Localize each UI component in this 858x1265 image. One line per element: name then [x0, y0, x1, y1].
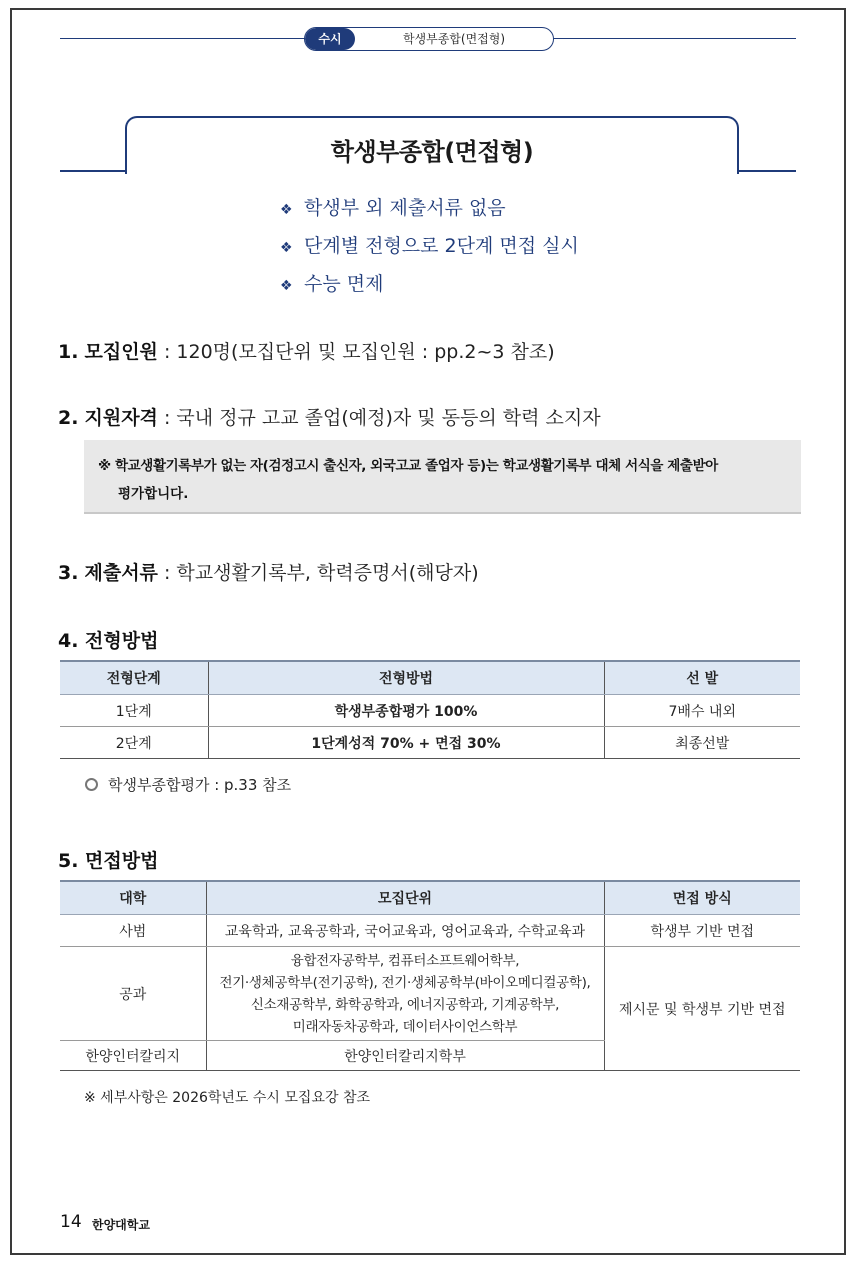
selection-table: [60, 660, 800, 759]
section-heading-selection: 4. 전형방법: [58, 630, 159, 652]
section-heading-interview: 5. 면접방법: [58, 850, 159, 872]
section-text: 120명(모집단위 및 모집인원 : pp.2~3 참조): [176, 341, 555, 363]
title-box: [125, 116, 739, 174]
footnote: ※ 세부사항은 2026학년도 수시 모집요강 참조: [84, 1090, 370, 1106]
page-number: 14: [60, 1212, 82, 1232]
diamond-bullet-icon: ❖: [280, 202, 293, 218]
section-documents: 3. 제출서류 : 학교생활기록부, 학력증명서(해당자): [58, 562, 479, 584]
section-text: 국내 정규 고교 졸업(예정)자 및 동등의 학력 소지자: [176, 407, 601, 429]
table-note: 학생부종합평가 : p.33 참조: [108, 776, 292, 794]
section-label: 모집인원: [84, 341, 158, 363]
interview-table: [60, 880, 800, 1071]
section-eligibility: 2. 지원자격 : 국내 정규 고교 졸업(예정)자 및 동등의 학력 소지자: [58, 407, 601, 429]
highlight-item: ❖ 단계별 전형으로 2단계 면접 실시: [280, 235, 579, 257]
diamond-bullet-icon: ❖: [280, 278, 293, 294]
section-label: 지원자격: [84, 407, 158, 429]
section-text: 학교생활기록부, 학력증명서(해당자): [176, 562, 479, 584]
table-row: 한양인터칼리지 한양인터칼리지학부: [60, 1041, 800, 1071]
section-recruitment: 1. 모집인원 : 120명(모집단위 및 모집인원 : pp.2~3 참조): [58, 341, 555, 363]
highlight-item: ❖ 수능 면제: [280, 273, 384, 295]
table-header-row: 전형단계 전형방법 선 발: [60, 661, 800, 695]
circle-bullet-icon: [85, 778, 98, 791]
table-row: 사범 교육학과, 교육공학과, 국어교육과, 영어교육과, 수학교육과 학생부 기반 면접: [60, 915, 800, 947]
document-page: [10, 8, 846, 1255]
footer-university: 한양대학교: [92, 1218, 150, 1232]
header-subtitle: 학생부종합(면접형): [402, 32, 506, 46]
table-row: 2단계 1단계성적 70% + 면접 30% 최종선발: [60, 727, 800, 759]
page-title: 학생부종합(면접형): [330, 138, 534, 166]
table-header-row: 대학 모집단위 면접 방식: [60, 881, 800, 915]
table-row: 1단계 학생부종합평가 100% 7배수 내외: [60, 695, 800, 727]
table-row: 공과 융합전자공학부, 컴퓨터소프트웨어학부, 전기·생체공학부(전기공학), 전기·생체공학부(바이오메디컬공학), 신소재공학부, 화학공학과, 에너지공학과, 기계공학부, 미래자동차공학과, 데이터사이언스학부 제시문 및 학생부 기반 면접: [60, 947, 800, 1041]
eligibility-note: ※ 학교생활기록부가 없는 자(검정고시 출신자, 외국고교 졸업자 등)는 학교생활기록부 대체 서식을 제출받아 평가합니다.: [84, 440, 801, 514]
diamond-bullet-icon: ❖: [280, 240, 293, 256]
header-tag: 수시: [305, 28, 355, 50]
section-label: 제출서류: [84, 562, 158, 584]
highlight-item: ❖ 학생부 외 제출서류 없음: [280, 197, 506, 219]
header-badge: [304, 27, 554, 51]
